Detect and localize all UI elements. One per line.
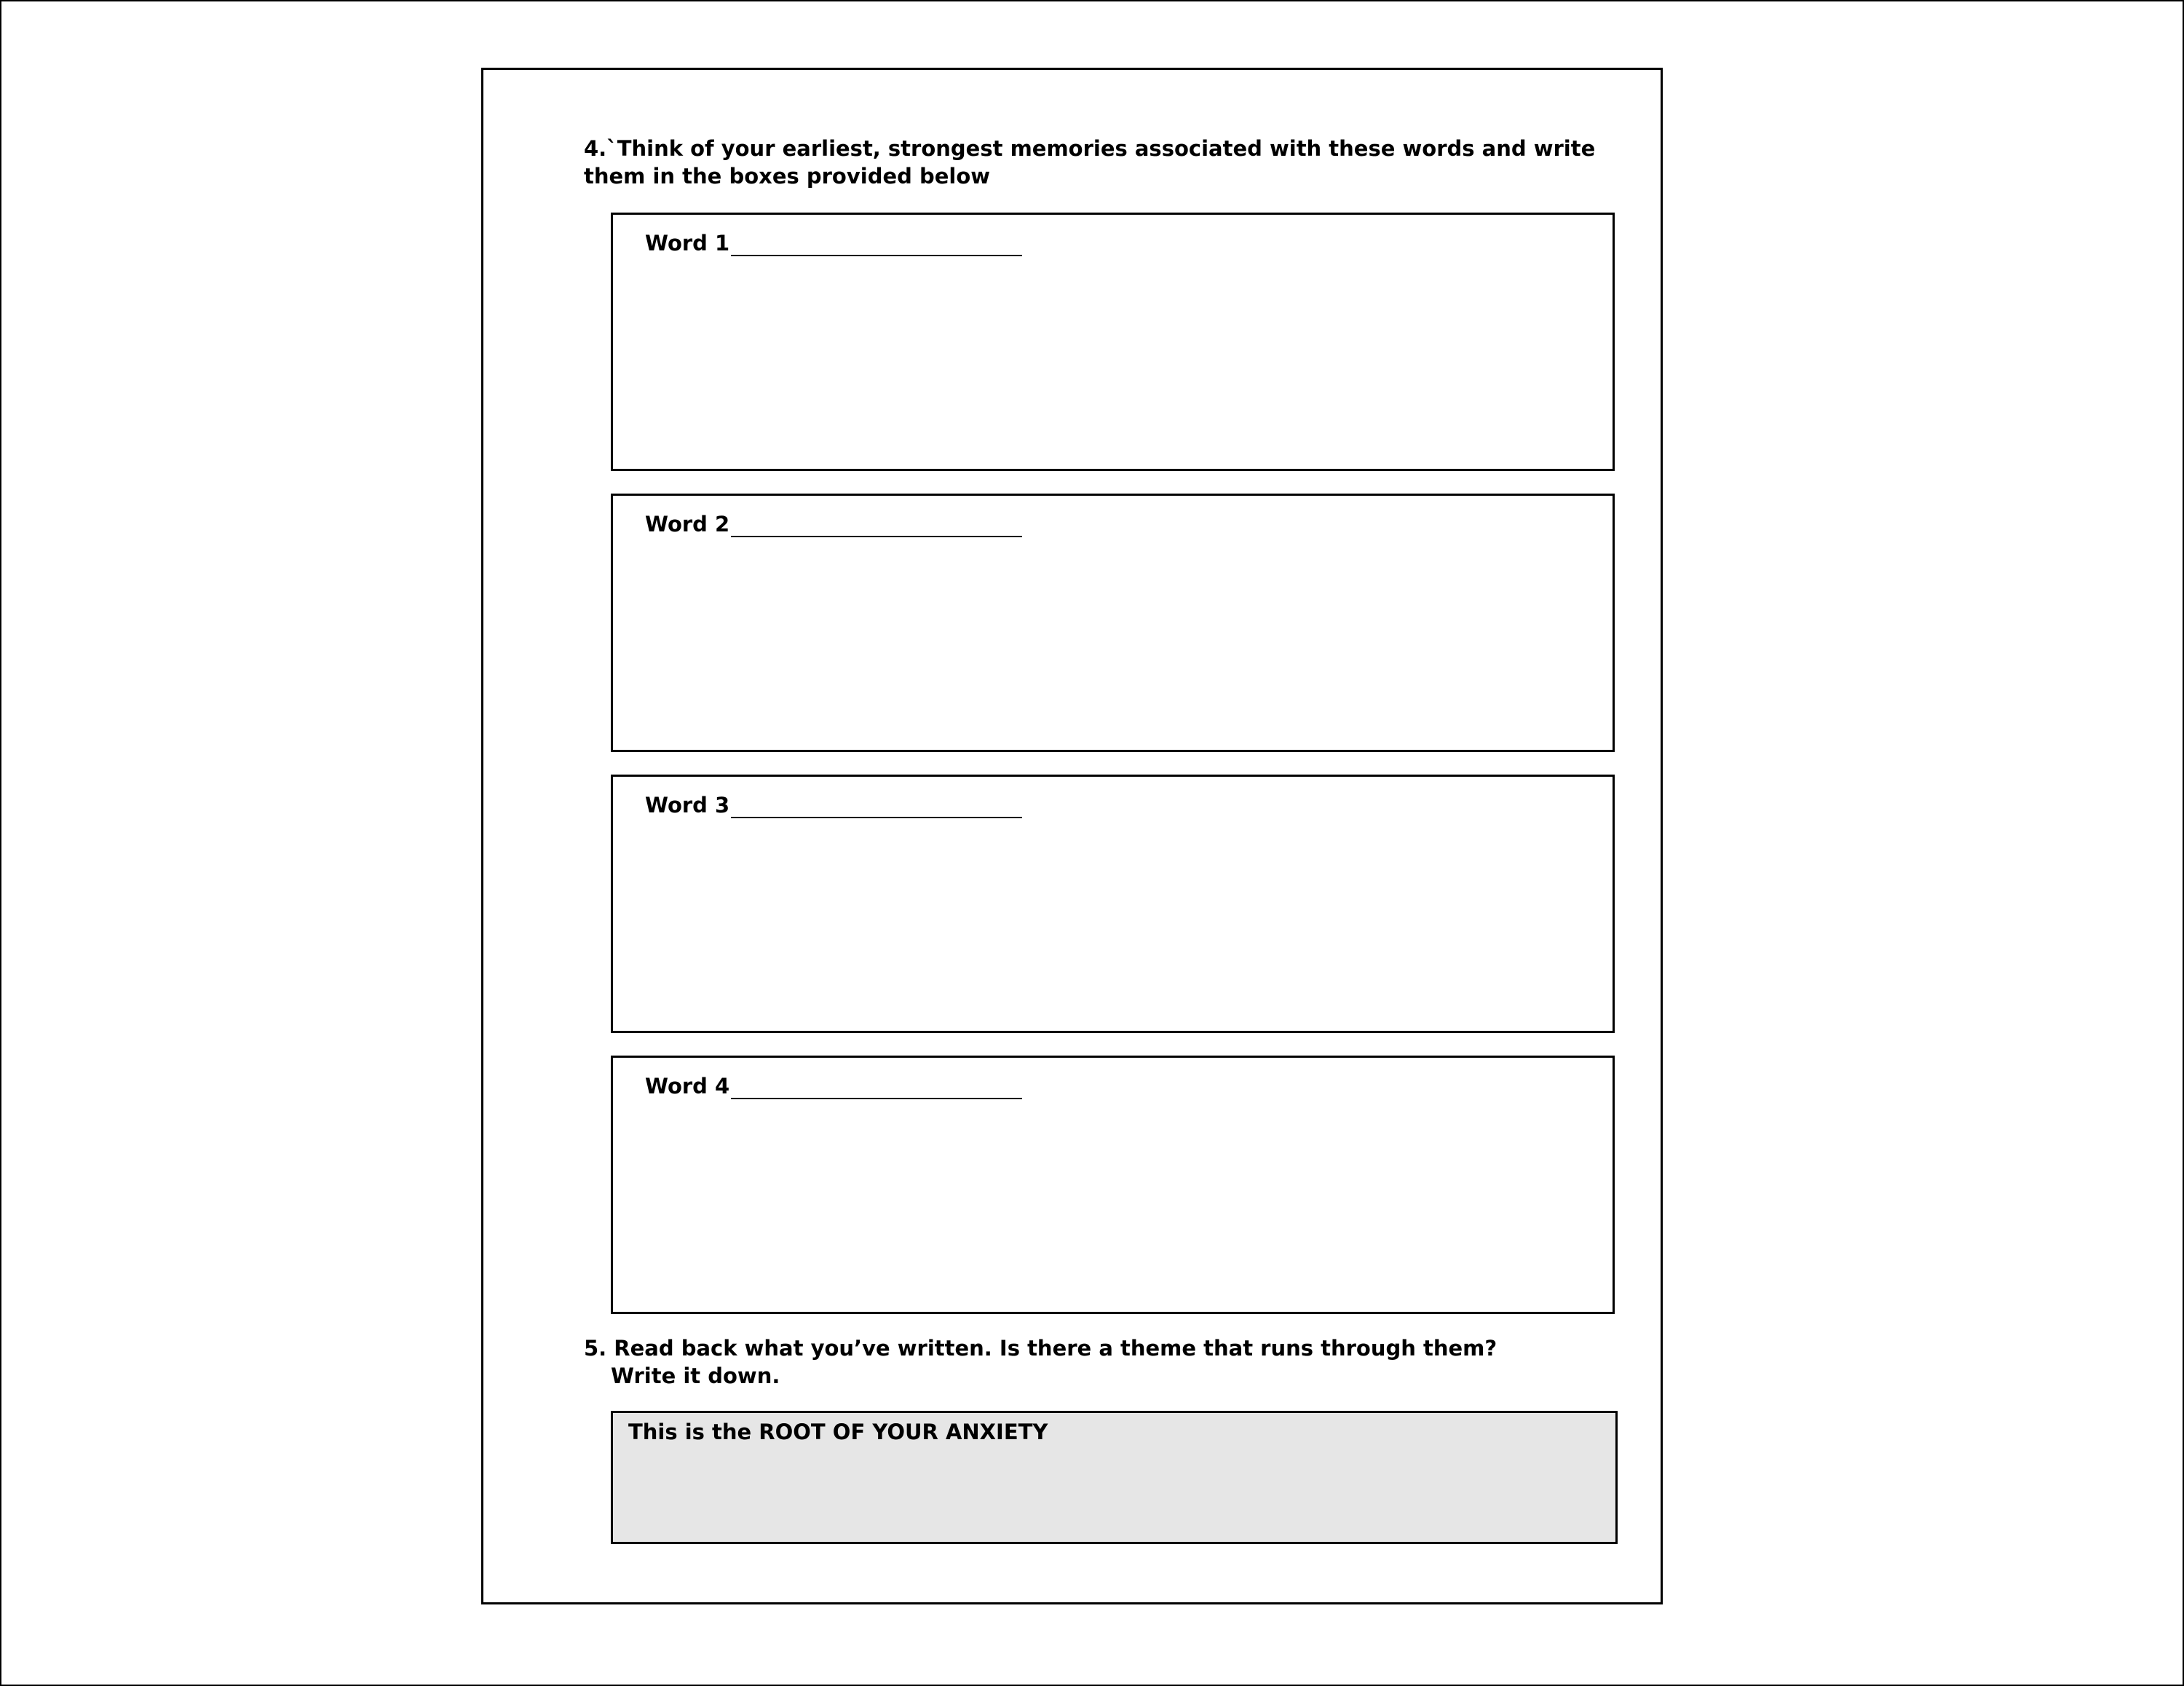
word-1-label: Word 1 — [645, 231, 730, 256]
root-of-anxiety-label: This is the ROOT OF YOUR ANXIETY — [628, 1420, 1048, 1444]
question-4-text-line-2: them in the boxes provided below — [584, 164, 991, 189]
word-1-blank-line[interactable] — [731, 255, 1022, 256]
word-3-label: Word 3 — [645, 793, 730, 818]
word-3-blank-line[interactable] — [731, 817, 1022, 818]
word-2-box[interactable] — [611, 494, 1615, 752]
word-1-box[interactable] — [611, 213, 1615, 471]
question-5-text-line-1: 5. Read back what you’ve written. Is there a theme that runs through them? — [584, 1336, 1497, 1361]
word-4-label: Word 4 — [645, 1074, 730, 1099]
question-4-text-line-1: 4.`Think of your earliest, strongest memories associated with these words and write — [584, 136, 1596, 161]
word-4-box[interactable] — [611, 1056, 1615, 1314]
word-4-blank-line[interactable] — [731, 1098, 1022, 1099]
word-2-label: Word 2 — [645, 512, 730, 537]
root-of-anxiety-box[interactable] — [611, 1411, 1618, 1544]
worksheet-page — [481, 68, 1663, 1604]
word-2-blank-line[interactable] — [731, 536, 1022, 537]
word-3-box[interactable] — [611, 775, 1615, 1033]
question-5-text-line-2: Write it down. — [611, 1364, 780, 1388]
